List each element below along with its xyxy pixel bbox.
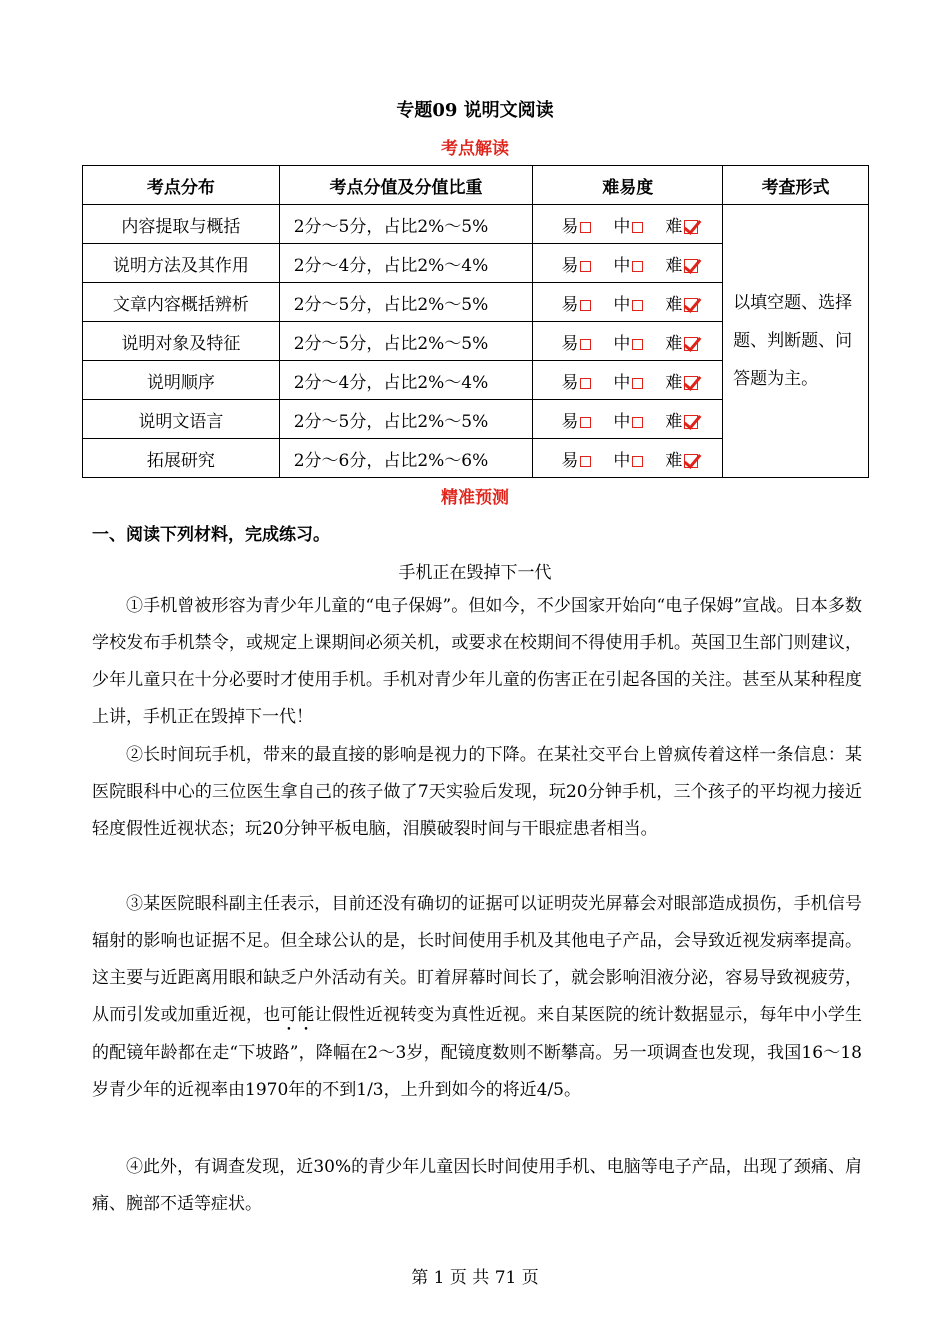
header-score: 考点分值及分值比重 (279, 166, 533, 205)
empty-checkbox-icon (632, 417, 643, 428)
difficulty-label-easy: 易 (561, 294, 579, 315)
empty-checkbox-icon (580, 261, 591, 272)
exam-points-table (82, 165, 869, 478)
checked-checkbox-icon (684, 259, 698, 273)
difficulty-option-medium (613, 251, 643, 276)
checked-checkbox-icon (684, 415, 698, 429)
paragraph-2: ②长时间玩手机，带来的最直接的影响是视力的下降。在某社交平台上曾疯传着这样一条信息：某医院眼科中心的三位医生拿自己的孩子做了7天实验后发现，玩20分钟手机，三个孩子的平均视力接近轻度假性近视状态；玩20分钟平板电脑，泪膜破裂时间与干眼症患者相当。 (92, 745, 862, 839)
difficulty-cell (533, 205, 723, 244)
checked-checkbox-icon (684, 337, 698, 351)
paragraph-3-part-a: ③某医院眼科副主任表示，目前还没有确切的证据可以证明荧光屏幕会对眼部造成损伤，手机信号辐射的影响也证据不足。但全球公认的是，长时间使用手机及其他电子产品，会导致近视发病率提高。这主要与近距离用眼和缺乏户外活动有关。盯着屏幕时间长了，就会影响泪液分泌，容易导致视疲劳，从而引发或加重近视，也 (92, 894, 862, 1025)
topic-cell: 文章内容概括辨析 (83, 283, 280, 322)
checked-checkbox-icon (684, 454, 698, 468)
score-cell: 2分～4分，占比2%～4% (279, 361, 533, 400)
difficulty-option-medium (613, 329, 643, 354)
kaodian-heading: 考点解读 (441, 139, 509, 159)
empty-checkbox-icon (580, 456, 591, 467)
difficulty-option-medium (613, 290, 643, 315)
difficulty-label-easy: 易 (561, 216, 579, 237)
difficulty-option-easy (561, 446, 591, 471)
difficulty-option-medium (613, 407, 643, 432)
score-cell: 2分～5分，占比2%～5% (279, 322, 533, 361)
topic-cell: 内容提取与概括 (83, 205, 280, 244)
topic-cell: 说明文语言 (83, 400, 280, 439)
header-difficulty: 难易度 (533, 166, 723, 205)
empty-checkbox-icon (580, 378, 591, 389)
paragraph-3-part-c: 让假性近视转变为真性近视。来自某医院的统计数据显示，每年中小学生的配镜年龄都在走“下坡路”，降幅在2～3岁，配镜度数则不断攀高。另一项调查也发现，我国16～18岁青少年的近视率由1970年的不到1/3，上升到如今的将近4/5。 (92, 1005, 863, 1100)
difficulty-label-hard: 难 (665, 450, 683, 471)
difficulty-label-hard: 难 (665, 255, 683, 276)
difficulty-label-easy: 易 (561, 411, 579, 432)
difficulty-label-hard: 难 (665, 333, 683, 354)
difficulty-label-easy: 易 (561, 255, 579, 276)
difficulty-cell (533, 322, 723, 361)
empty-checkbox-icon (632, 222, 643, 233)
empty-checkbox-icon (580, 417, 591, 428)
empty-checkbox-icon (632, 339, 643, 350)
difficulty-label-medium: 中 (613, 450, 631, 471)
paragraph-4: ④此外，有调查发现，近30%的青少年儿童因长时间使用手机、电脑等电子产品，出现了颈痛、肩痛、腕部不适等症状。 (92, 1157, 862, 1214)
section-heading: 一、阅读下列材料，完成练习。 (92, 525, 330, 545)
score-cell: 2分～5分，占比2%～5% (279, 400, 533, 439)
difficulty-option-easy (561, 368, 591, 393)
topic-cell: 拓展研究 (83, 439, 280, 478)
difficulty-label-hard: 难 (665, 294, 683, 315)
difficulty-option-easy (561, 251, 591, 276)
difficulty-cell (533, 361, 723, 400)
difficulty-option-easy (561, 329, 591, 354)
checked-checkbox-icon (684, 298, 698, 312)
emphasized-word: 可能 (280, 1005, 315, 1025)
difficulty-label-hard: 难 (665, 411, 683, 432)
difficulty-label-easy: 易 (561, 333, 579, 354)
article-title: 手机正在毁掉下一代 (398, 563, 552, 583)
difficulty-option-hard (665, 368, 698, 393)
difficulty-label-medium: 中 (613, 372, 631, 393)
header-topic: 考点分布 (83, 166, 280, 205)
difficulty-option-easy (561, 290, 591, 315)
checked-checkbox-icon (684, 220, 698, 234)
empty-checkbox-icon (632, 300, 643, 311)
score-cell: 2分～5分，占比2%～5% (279, 283, 533, 322)
difficulty-label-easy: 易 (561, 372, 579, 393)
topic-cell: 说明对象及特征 (83, 322, 280, 361)
difficulty-label-easy: 易 (561, 450, 579, 471)
predict-heading: 精准预测 (441, 488, 509, 508)
difficulty-label-medium: 中 (613, 216, 631, 237)
checked-checkbox-icon (684, 376, 698, 390)
topic-cell: 说明方法及其作用 (83, 244, 280, 283)
paragraph-1: ①手机曾被形容为青少年儿童的“电子保姆”。但如今，不少国家开始向“电子保姆”宣战。日本多数学校发布手机禁令，或规定上课期间必须关机，或要求在校期间不得使用手机。英国卫生部门则建议，少年儿童只在十分必要时才使用手机。手机对青少年儿童的伤害正在引起各国的关注。甚至从某种程度上讲，手机正在毁掉下一代！ (92, 596, 862, 727)
form-cell: 以填空题、选择题、判断题、问答题为主。 (723, 205, 869, 478)
difficulty-option-medium (613, 446, 643, 471)
score-cell: 2分～6分，占比2%～6% (279, 439, 533, 478)
difficulty-label-medium: 中 (613, 294, 631, 315)
difficulty-option-hard (665, 212, 698, 237)
difficulty-cell (533, 400, 723, 439)
empty-checkbox-icon (632, 261, 643, 272)
empty-checkbox-icon (632, 378, 643, 389)
difficulty-cell (533, 439, 723, 478)
header-form: 考查形式 (723, 166, 869, 205)
difficulty-cell (533, 283, 723, 322)
difficulty-cell (533, 244, 723, 283)
difficulty-option-medium (613, 212, 643, 237)
difficulty-label-medium: 中 (613, 411, 631, 432)
empty-checkbox-icon (580, 222, 591, 233)
page-title: 专题09 说明文阅读 (396, 100, 554, 121)
paragraph-3 (92, 886, 862, 1109)
difficulty-option-easy (561, 212, 591, 237)
difficulty-option-hard (665, 290, 698, 315)
empty-checkbox-icon (580, 339, 591, 350)
difficulty-label-medium: 中 (613, 255, 631, 276)
difficulty-option-medium (613, 368, 643, 393)
difficulty-option-easy (561, 407, 591, 432)
topic-cell: 说明顺序 (83, 361, 280, 400)
difficulty-label-hard: 难 (665, 216, 683, 237)
table-header-row (83, 166, 869, 205)
page-footer: 第 1 页 共 71 页 (411, 1268, 539, 1288)
difficulty-option-hard (665, 251, 698, 276)
difficulty-label-medium: 中 (613, 333, 631, 354)
score-cell: 2分～4分，占比2%～4% (279, 244, 533, 283)
difficulty-option-hard (665, 446, 698, 471)
empty-checkbox-icon (580, 300, 591, 311)
score-cell: 2分～5分，占比2%～5% (279, 205, 533, 244)
difficulty-label-hard: 难 (665, 372, 683, 393)
difficulty-option-hard (665, 407, 698, 432)
difficulty-option-hard (665, 329, 698, 354)
table-row (83, 205, 869, 244)
empty-checkbox-icon (632, 456, 643, 467)
